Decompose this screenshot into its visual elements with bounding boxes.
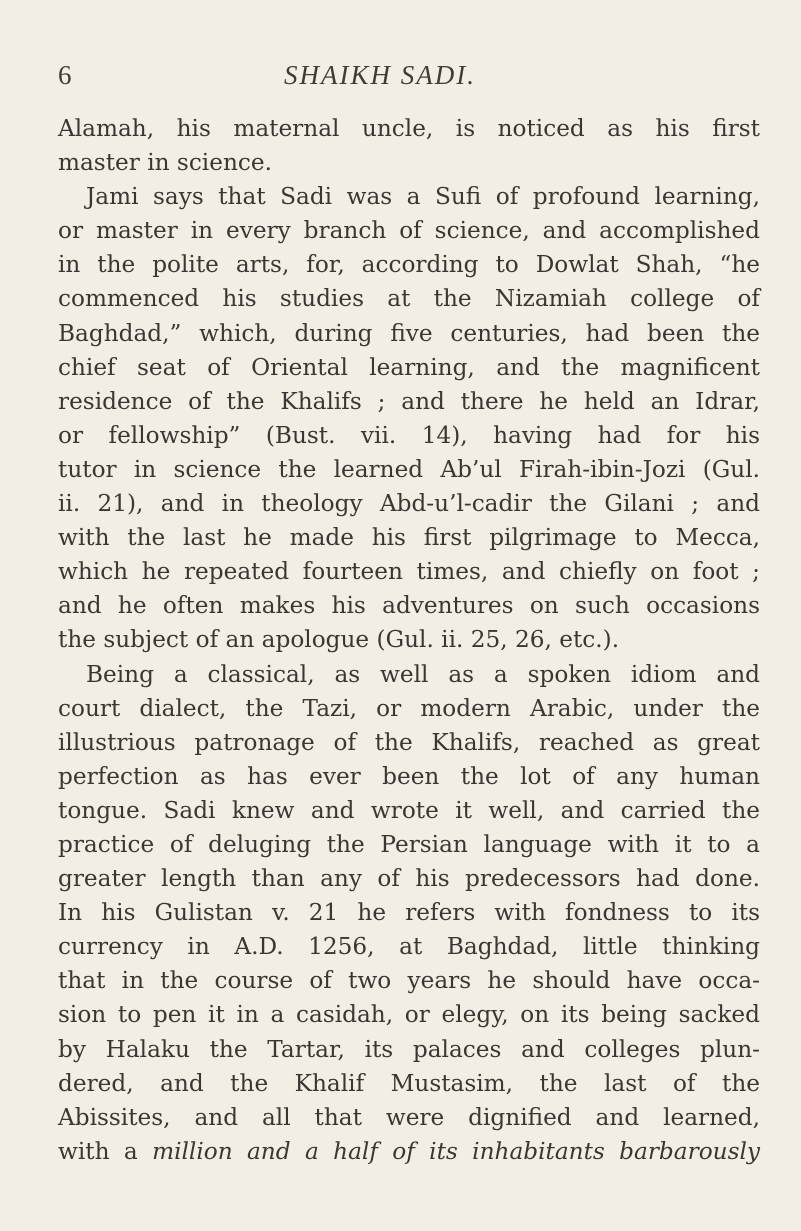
text-line: tongue. Sadi knew and wrote it well, and carried the	[58, 796, 760, 824]
text-line: Being a classical, as well as a spoken idiom and	[86, 660, 760, 688]
text-line-final	[58, 1135, 760, 1169]
text-line: which he repeated fourteen times, and chiefly on foot ;	[58, 558, 760, 586]
text-line: ii. 21), and in theology Abd-u’l-cadir the Gilani ; and	[58, 490, 760, 518]
text-line: Baghdad,” which, during five centuries, had been the	[58, 319, 760, 347]
text-line: perfection as has ever been the lot of any human	[58, 762, 760, 790]
page-number: 6	[58, 60, 72, 90]
text-line: practice of deluging the Persian language with it to a	[58, 830, 760, 858]
text-line: Alamah, his maternal uncle, is noticed as his first	[58, 115, 760, 142]
text-line: chief seat of Oriental learning, and the magnificent	[58, 353, 760, 381]
text-line: greater length than any of his predecessors had done.	[58, 865, 760, 893]
final-line-italic: million and a half of its inhabitants barbarously	[152, 1137, 760, 1165]
final-line-roman: with a	[58, 1137, 153, 1165]
text-line: with the last he made his first pilgrimage to Mecca,	[58, 524, 760, 552]
text-line: Abissites, and all that were dignified and learned,	[58, 1103, 760, 1131]
text-line: and he often makes his adventures on such occasions	[58, 592, 760, 620]
text-line: in the polite arts, for, according to Dowlat Shah, “he	[58, 251, 760, 279]
text-line: sion to pen it in a casidah, or elegy, on its being sacked	[58, 1001, 760, 1029]
text-line: Jami says that Sadi was a Sufi of profound learning,	[86, 183, 760, 211]
text-line: illustrious patronage of the Khalifs, reached as great	[58, 728, 760, 756]
text-line: the subject of an apologue (Gul. ii. 25, 26, etc.).	[58, 626, 620, 654]
text-line: currency in A.D. 1256, at Baghdad, little thinking	[58, 933, 760, 961]
text-line: or fellowship” (Bust. vii. 14), having had for his	[58, 421, 760, 449]
text-line: dered, and the Khalif Mustasim, the last of the	[58, 1069, 760, 1097]
text-line: or master in every branch of science, and accomplished	[58, 217, 760, 245]
page-header	[58, 60, 758, 94]
text-line: that in the course of two years he should have occa-	[58, 967, 760, 995]
text-line: court dialect, the Tazi, or modern Arabic, under the	[58, 694, 760, 722]
running-head: SHAIKH SADI.	[284, 60, 476, 90]
text-line: tutor in science the learned Ab’ul Firah-ibin-Jozi (Gul.	[58, 455, 760, 483]
body-text	[58, 112, 760, 1169]
text-line: by Halaku the Tartar, its palaces and colleges plun-	[58, 1035, 760, 1063]
text-line: In his Gulistan v. 21 he refers with fondness to its	[58, 899, 760, 927]
text-line: residence of the Khalifs ; and there he held an Idrar,	[58, 387, 760, 415]
text-line: master in science.	[58, 149, 272, 177]
text-line: commenced his studies at the Nizamiah college of	[58, 285, 760, 313]
